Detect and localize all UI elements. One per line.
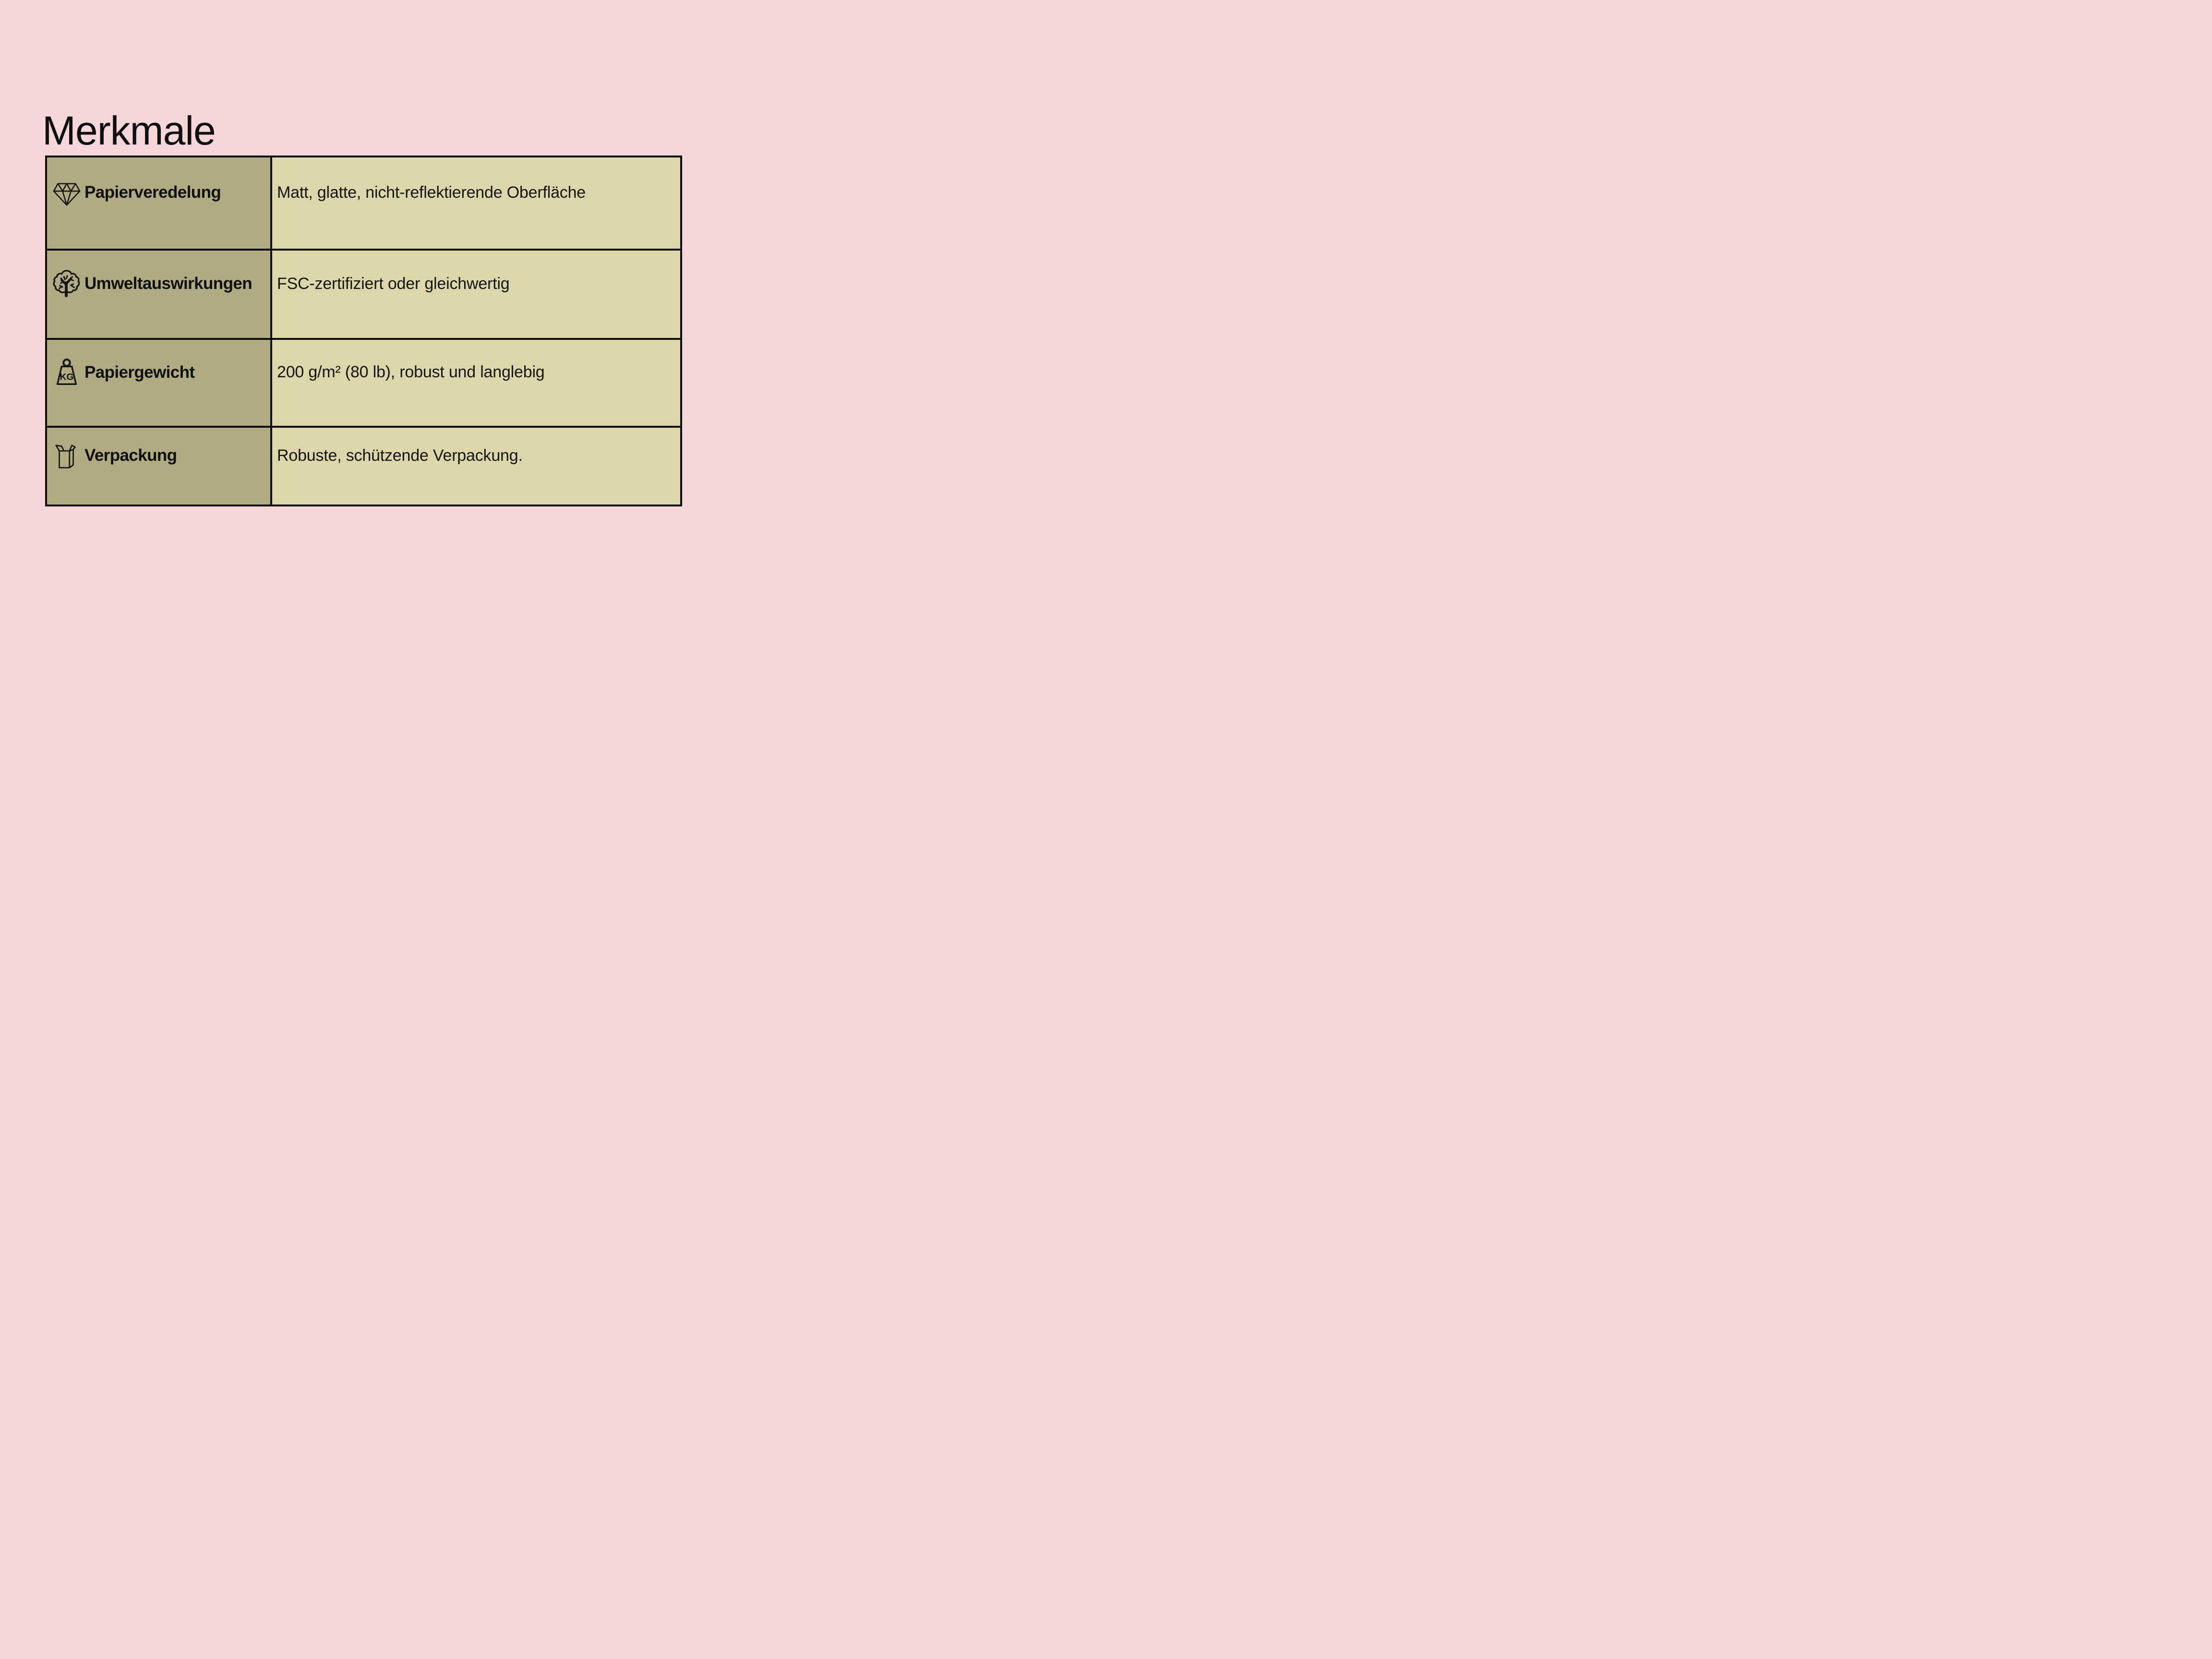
feature-value: FSC-zertifiziert oder gleichwertig <box>277 274 510 293</box>
feature-value: Matt, glatte, nicht-reflektierende Oberfläche <box>277 183 586 202</box>
feature-value-cell <box>272 340 680 426</box>
feature-label-cell-verpackung <box>47 428 270 505</box>
feature-label: Umweltauswirkungen <box>84 274 252 293</box>
feature-label: Papiergewicht <box>84 362 195 382</box>
svg-text:KG: KG <box>60 372 74 382</box>
diamond-icon <box>52 178 82 207</box>
slide-canvas <box>0 0 737 553</box>
feature-label: Papierveredelung <box>84 183 221 202</box>
feature-label-cell-umweltauswirkungen <box>47 251 270 338</box>
open-box-icon <box>52 441 82 470</box>
feature-value: Robuste, schützende Verpackung. <box>277 446 523 465</box>
feature-value-cell <box>272 428 680 505</box>
feature-label: Verpackung <box>84 446 177 465</box>
feature-value-cell <box>272 251 680 338</box>
feature-label-cell-papierveredelung <box>47 157 270 249</box>
features-table <box>45 156 682 506</box>
feature-label-cell-papiergewicht <box>47 340 270 426</box>
feature-value: 200 g/m² (80 lb), robust und langlebig <box>277 363 545 381</box>
page-title: Merkmale <box>42 108 216 154</box>
feature-value-cell <box>272 157 680 249</box>
tree-icon <box>52 269 82 299</box>
kg-weight-icon <box>52 358 82 387</box>
